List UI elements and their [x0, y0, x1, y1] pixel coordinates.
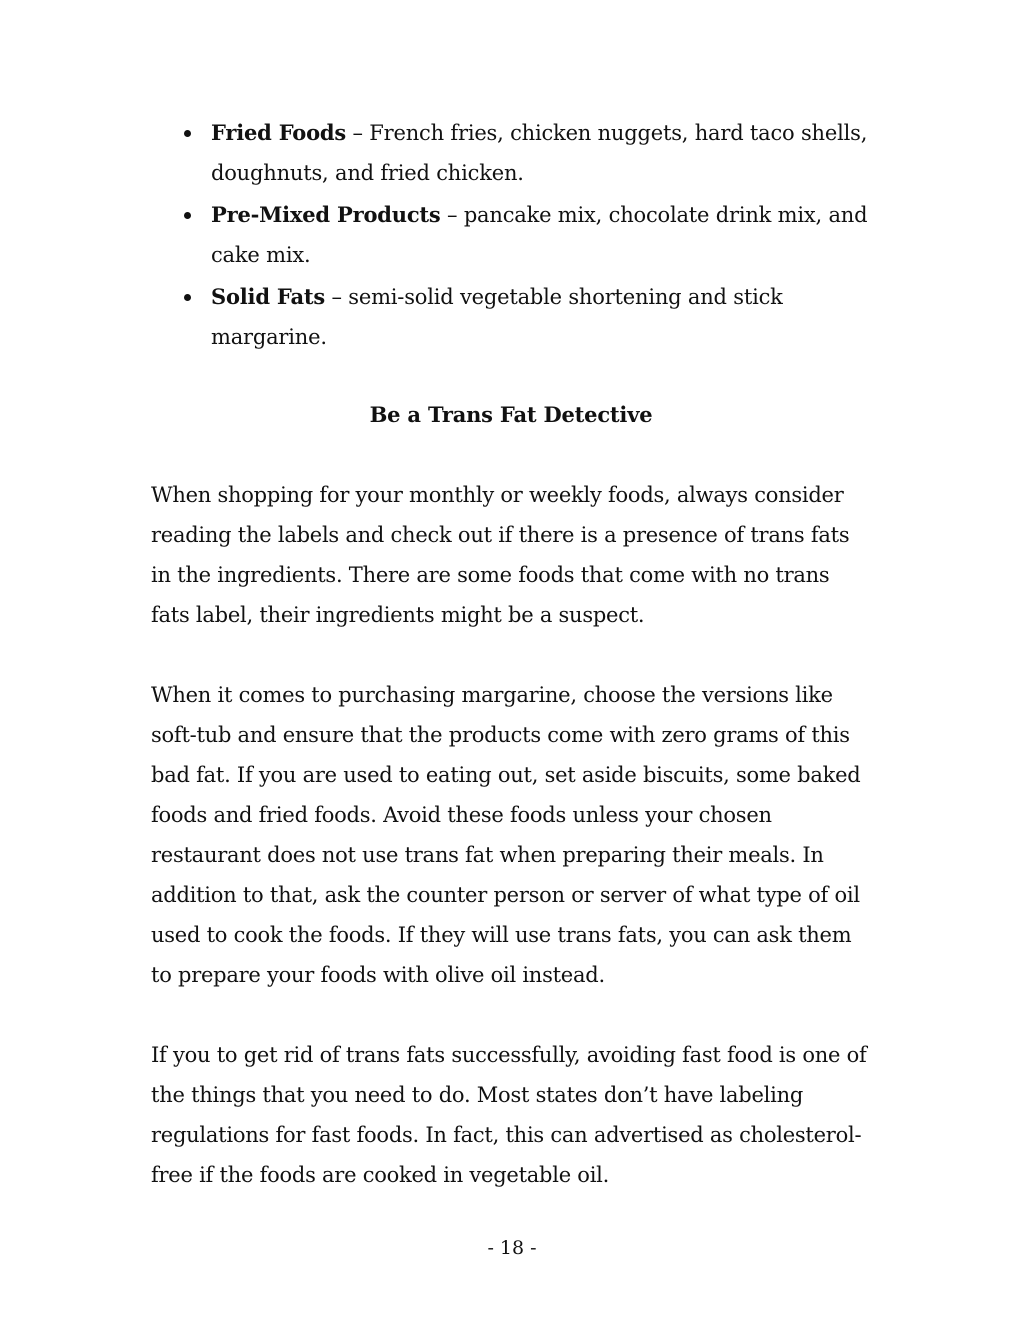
bullet-term: Pre-Mixed Products	[211, 202, 441, 227]
bullet-icon	[184, 294, 191, 301]
list-item	[151, 195, 871, 275]
section-heading: Be a Trans Fat Detective	[369, 402, 653, 427]
list-item	[151, 113, 871, 193]
bullet-term: Fried Foods	[211, 120, 347, 145]
bullet-icon	[184, 212, 191, 219]
bullet-list	[151, 113, 871, 357]
bullet-text: – French fries, chicken nuggets, hard taco shells, doughnuts, and fried chicken.	[211, 121, 868, 185]
bullet-text: – pancake mix, chocolate drink mix, and cake mix.	[211, 203, 868, 267]
page-number: - 18 -	[487, 1237, 537, 1259]
document-page	[151, 113, 871, 1235]
paragraph: If you to get rid of trans fats successfully, avoiding fast food is one of the things that you need to do. Most states don’t have labeling regulations for fast foods. In fact, this can advertised as cholesterol-free if the foods are cooked in vegetable oil.	[151, 1043, 867, 1187]
bullet-icon	[184, 130, 191, 137]
list-item	[151, 277, 871, 357]
paragraph: When shopping for your monthly or weekly foods, always consider reading the labels and check out if there is a presence of trans fats in the ingredients. There are some foods that come with no trans fats label, their ingredients might be a suspect.	[151, 483, 850, 627]
paragraph: When it comes to purchasing margarine, choose the versions like soft-tub and ensure that the products come with zero grams of this bad fat. If you are used to eating out, set aside biscuits, some baked foods and fried foods. Avoid these foods unless your chosen restaurant does not use trans fat when preparing their meals. In addition to that, ask the counter person or server of what type of oil used to cook the foods. If they will use trans fats, you can ask them to prepare your foods with olive oil instead.	[151, 683, 861, 987]
bullet-term: Solid Fats	[211, 284, 326, 309]
bullet-text: – semi-solid vegetable shortening and stick margarine.	[211, 285, 783, 349]
